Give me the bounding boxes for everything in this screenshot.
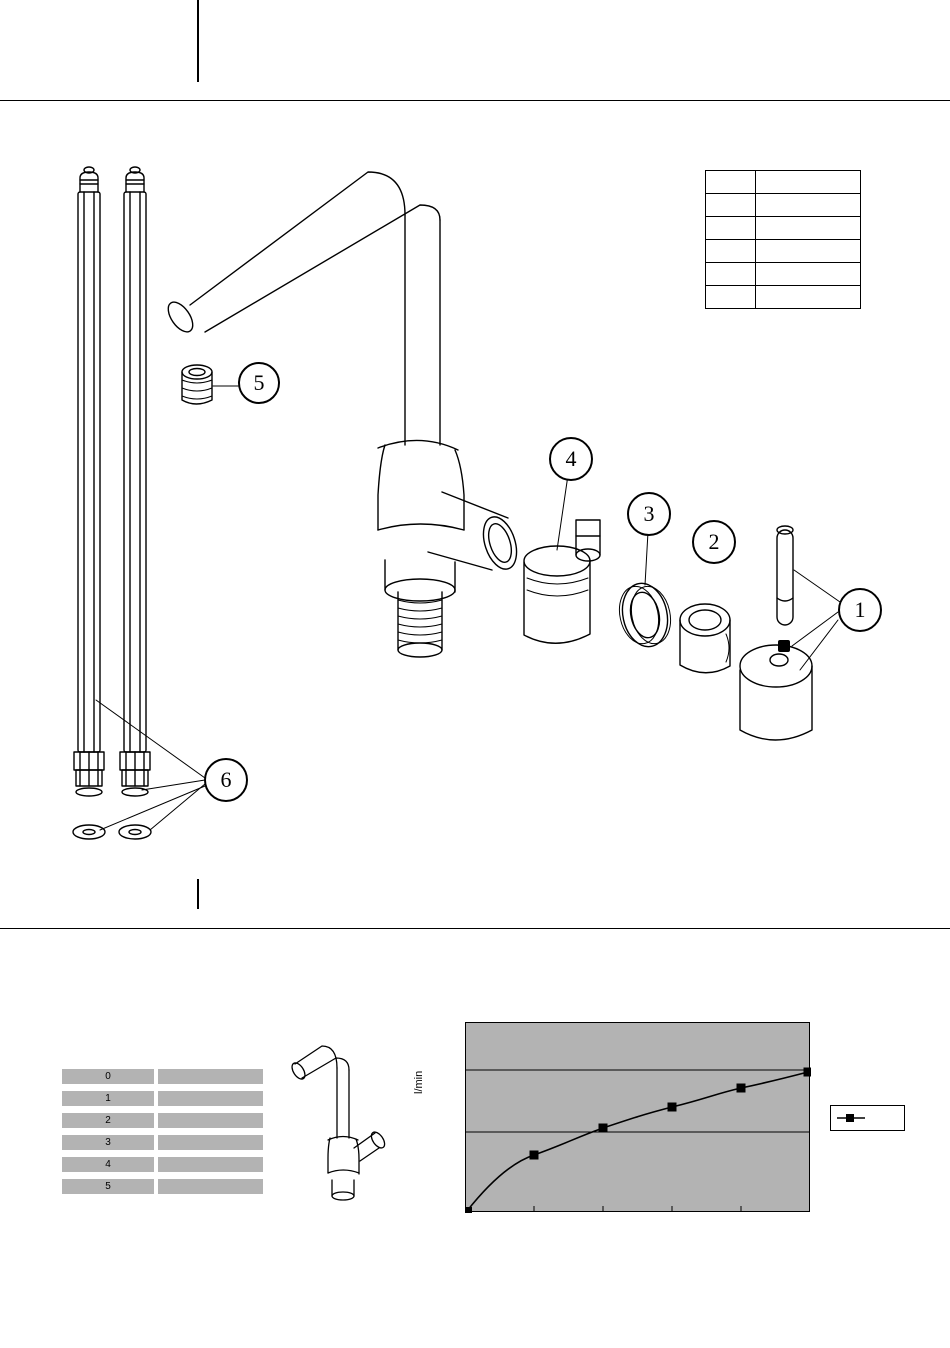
- collar-ring: [680, 604, 730, 673]
- hose-right: [119, 167, 151, 839]
- spec-row: [62, 1069, 267, 1084]
- cartridge: [524, 475, 600, 643]
- spec-row: [62, 1179, 267, 1194]
- spec-label: 4: [62, 1157, 154, 1172]
- hose-left: [73, 167, 105, 839]
- spec-table: [62, 1069, 267, 1201]
- spec-label: 5: [62, 1179, 154, 1194]
- spec-value: [158, 1069, 263, 1084]
- exploded-diagram-svg: [0, 100, 950, 928]
- legend-entry-marker: [831, 1106, 904, 1130]
- callout-3: 3: [627, 492, 671, 536]
- spec-label: 0: [62, 1069, 154, 1084]
- chart-legend: [830, 1105, 905, 1131]
- exploded-parts-diagram: [0, 100, 950, 928]
- chart-data-markers: [465, 1068, 811, 1214]
- spec-label: 2: [62, 1113, 154, 1128]
- washer-right: [119, 825, 151, 839]
- chart-line-series: [467, 1072, 808, 1211]
- callout-6: 6: [204, 758, 248, 802]
- aerator: [182, 365, 238, 404]
- spec-value: [158, 1091, 263, 1106]
- callout-2: 2: [692, 520, 736, 564]
- bottom-section: [0, 928, 950, 1348]
- spec-value: [158, 1157, 263, 1172]
- washer-left: [73, 825, 105, 839]
- callout-4: 4: [549, 437, 593, 481]
- flow-chart: [405, 1008, 885, 1228]
- chart-series-svg: [465, 1022, 811, 1213]
- top-tick-mark: [197, 0, 199, 82]
- spec-label: 3: [62, 1135, 154, 1150]
- spec-label: 1: [62, 1091, 154, 1106]
- spec-value: [158, 1179, 263, 1194]
- handle-lever: [777, 526, 793, 625]
- grub-screw: [778, 640, 790, 652]
- spec-value: [158, 1135, 263, 1150]
- spec-row: [62, 1135, 267, 1150]
- faucet-thumbnail: [278, 1028, 408, 1208]
- spec-value: [158, 1113, 263, 1128]
- spec-row: [62, 1157, 267, 1172]
- callout-1: 1: [838, 588, 882, 632]
- spec-row: [62, 1091, 267, 1106]
- seal-ring: [614, 532, 675, 651]
- spec-row: [62, 1113, 267, 1128]
- spout-body: [163, 172, 522, 657]
- handle-cap: [740, 645, 812, 740]
- chart-y-axis-label: l/min: [413, 1070, 425, 1094]
- callout-5: 5: [238, 362, 280, 404]
